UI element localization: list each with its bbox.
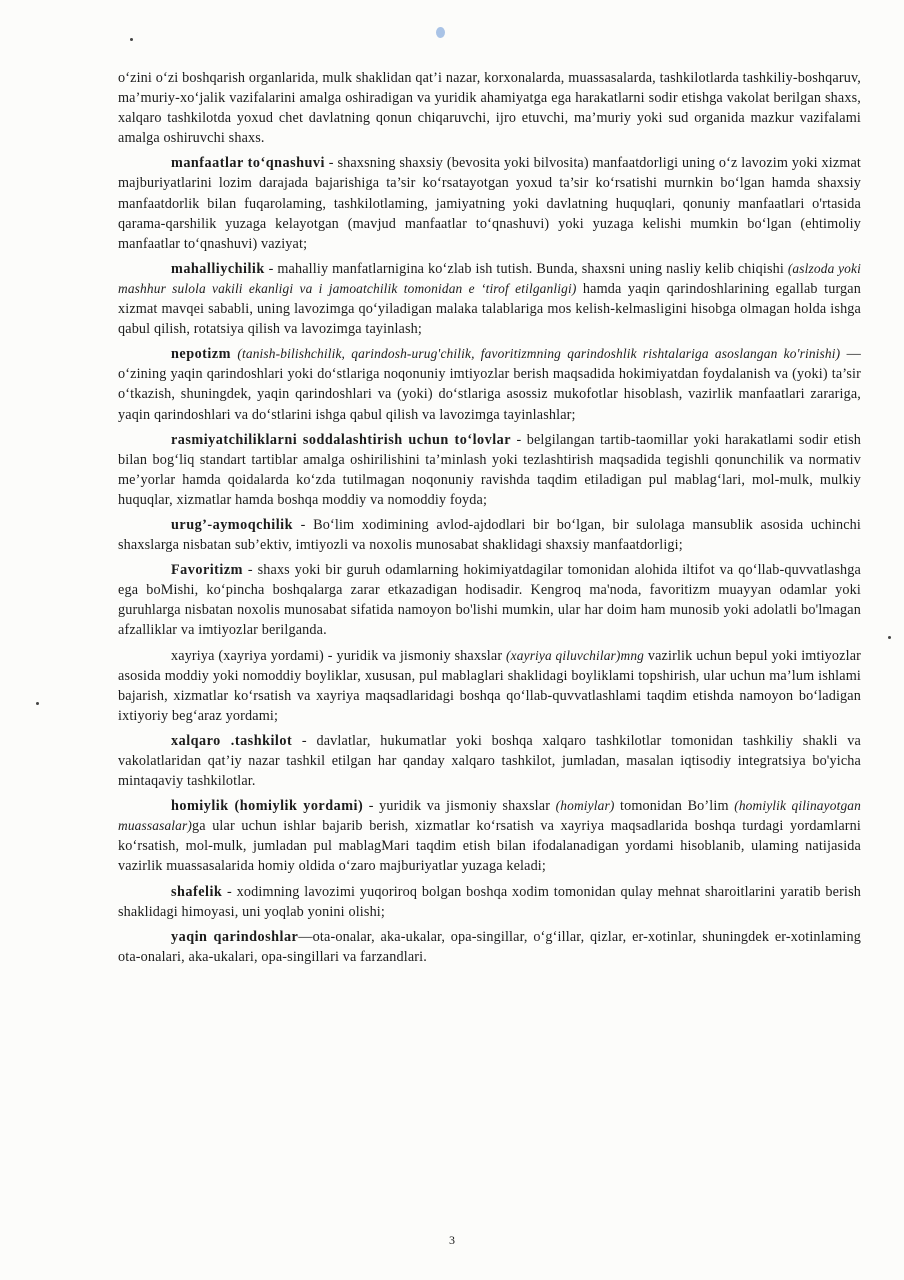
definition-italic: (aslzoda yoki mashhur sulola vakili ekanligi va i jamoatchilik tomonidan e ‘tirof etilganligi) bbox=[118, 260, 861, 296]
scan-speck bbox=[130, 38, 133, 41]
definition-text: - yuridik va jismoniy shaxslar bbox=[323, 647, 507, 664]
definition-text: - shaxs yoki bir guruh odamlarning hokimiyatdagilar tomonidan alohida iltifot va qo‘llab-quvvatlashga ega boMishi, ko‘pincha boshqalarga zarar etkazadigan hodisadir. Kengroq ma'noda, favoritizm muayyan odamlar yoki guruhlarga nisbatan noxolis munosabat sifatida namoyon bo'lishi mumkin, ular har doim ham munosib yoki adolatli bo'lmagan afzalliklar va imtiyozlar berilganda. bbox=[118, 562, 861, 639]
definition-favoritizm bbox=[118, 560, 861, 640]
definition-text: vazirlik uchun bepul yoki imtiyozlar asosida moddiy yoki nomoddiy boyliklar, xususan, pul mablaglari shaklidagi boyliklami topshirish, ular uchun ma’lum ishlami bajarish, xizmatlar ko‘rsatish va xayriya maqsadlaridagi boshqa qo‘llab-quvvatlashlami taqdim etishda namoyon bo‘ladigan ixtiyoriy beg‘araz yordami; bbox=[118, 647, 862, 724]
term: urug’-aymoqchilik bbox=[171, 516, 294, 533]
term: mahalliychilik bbox=[171, 260, 265, 277]
definition-italic: (xayriya qiluvchilar)mng bbox=[506, 647, 645, 663]
term: yaqin qarindoshlar bbox=[171, 928, 299, 945]
definition-text: tomonidan Bo’lim bbox=[614, 798, 735, 815]
definition-shafelik bbox=[118, 882, 861, 922]
term: manfaatlar to‘qnashuvi bbox=[171, 155, 325, 172]
definition-mahalliychilik bbox=[118, 259, 861, 339]
scan-speck bbox=[36, 702, 39, 705]
definition-text: - xodimning lavozimi yuqoriroq bolgan boshqa xodim tomonidan qulay mehnat sharoitlarini yaratib berish shaklidagi himoyasi, uni yoqlab yonini olishi; bbox=[118, 883, 861, 920]
scan-speck bbox=[888, 636, 891, 639]
definition-text: - belgilangan tartib-taomillar yoki harakatlami sodir etish bilan bog‘liq standart tartiblar amalga oshirilishini ta’minlash yoki tezlashtirish maqsadida tegishli qonunchilik va normativ me’yorlar hamda qoidalarda ko‘zda tutilmagan noqonuniy ravishda taqdim etiladigan pul mablag‘lari, mol-mulk, mulkiy huquqlar, xizmatlar hamda boshqa moddiy va nomoddiy foyda; bbox=[118, 431, 861, 508]
term: xayriya (xayriya yordami) bbox=[171, 647, 324, 664]
definition-text: —ota-onalar, aka-ukalar, opa-singillar, o‘g‘illar, qizlar, er-xotinlar, shuningdek er-xotinlaming ota-onalari, aka-ukalari, opa-singillari va farzandlari. bbox=[118, 928, 861, 965]
definition-text: - davlatlar, hukumatlar yoki boshqa xalqaro tashkilotlar tomonidan tashkiliy shakli va vakolatlaridan qat’iy nazar tashkil etilgan har qanday xalqaro tashkilot, jumladan, masalan iqtisodiy integratsiya bo'yicha mintaqaviy tashkilotlar. bbox=[118, 732, 861, 790]
term: Favoritizm bbox=[171, 562, 243, 579]
term: homiylik (homiylik yordami) bbox=[171, 798, 364, 815]
definition-text: - mahalliy manfatlarnigina ko‘zlab ish tutish. Bunda, shaxsni uning nasliy kelib chiqishi bbox=[264, 260, 788, 277]
definition-text: hamda yaqin qarindoshlarining egallab turgan xizmat mavqei sababli, uning lavozimga qo‘yiladigan malaka talablariga mos kelish-kelmasligini hisobga olmagan holda ishga qabul qilish, rotatsiya qilish va lavozimga tayinlash; bbox=[118, 280, 861, 338]
definition-xalqaro-tashkilot bbox=[118, 731, 861, 791]
definition-homiylik bbox=[118, 796, 861, 876]
definition-rasmiyatchilik bbox=[118, 430, 861, 510]
definition-text: - shaxsning shaxsiy (bevosita yoki bilvosita) manfaatdorligi uning o‘z lavozim yoki xizmat majburiyatlarini lozim darajada bajarishiga ta’sir ko‘rsatayotgan yoxud ta’sir ko‘rsatishi murnkin bo‘lgan hamda shaxsiy manfaatdorlik bilan fuqarolaming, tashkilotlaming, jamiyatning yoki davlatning huquqlari, qonuniy manfaatlari o'rtasida qarama-qarshilik yuzaga kelayotgan (mavjud manfaatlar to‘qnashuvi) yoki yuzaga kelishi mumkin bo‘lgan (ehtimoliy manfaatlar to‘qnashuvi) vaziyat; bbox=[118, 155, 861, 252]
definition-italic: (homiylar) bbox=[555, 798, 615, 814]
term: rasmiyatchiliklarni soddalashtirish uchun to‘lovlar bbox=[171, 431, 512, 448]
term: xalqaro .tashkilot bbox=[171, 732, 293, 749]
definition-xayriya bbox=[118, 646, 861, 726]
definition-italic: (homiylik qilinayotgan muassasalar) bbox=[118, 798, 861, 834]
definition-text: - Bo‘lim xodimining avlod-ajdodlari bir bo‘lgan, bir sulolaga mansublik asosida uchinchi shaxslarga nisbatan sub’ektiv, imtiyozli va noxolis munosabat shaklidagi shaxsiy manfaatdorligi; bbox=[118, 516, 861, 554]
term: nepotizm bbox=[171, 346, 231, 363]
definition-text: ga ular uchun ishlar bajarib berish, xizmatlar ko‘rsatish va xayriya maqsadlarida boshqa turdagi yordamlarni ko‘rsatish, mol-mulk, jumladan pul mablagMari taqdim etish bilan ifodalanadigan yordami hisoblanib, ulaming natijasida vazirlik muassasalarida homiy oldida o‘zaro majburiyatlar yuzaga keladi; bbox=[118, 818, 861, 875]
ink-mark bbox=[436, 27, 445, 38]
definition-italic: (tanish-bilishchilik, qarindosh-urug'chilik, favoritizmning qarindoshlik rishtalariga asoslangan ko'rinishi) bbox=[237, 346, 841, 362]
definition-text: — o‘zining yaqin qarindoshlari yoki do‘stlariga noqonuniy imtiyozlar berish maqsadida hokimiyatdan foydalanish va (yoki) ta’sir o‘tkazish, shuningdek, yaqin qarindoshlari va (yoki) do‘stlariga asossiz mukofotlar hisoblash, vazirlik manfaatlari zarariga, yaqin qarindoshlari va do‘stlarini ishga qabul qilish va lavozimga tayinlashlar; bbox=[118, 346, 861, 423]
definition-text: - yuridik va jismoniy shaxslar bbox=[363, 798, 556, 815]
definition-manfaatlar bbox=[118, 153, 861, 253]
term: shafelik bbox=[171, 883, 223, 900]
document-body bbox=[118, 68, 861, 972]
definition-nepotizm bbox=[118, 344, 861, 424]
intro-paragraph: o‘zini o‘zi boshqarish organlarida, mulk shaklidan qat’i nazar, korxonalarda, muassasalarda, tashkilotlarda tashkiliy-boshqaruv, ma’muriy-xo‘jalik vazifalarini amalga oshiradigan va yuridik ahamiyatga ega harakatlarni sodir etishga vakolat berilgan shaxs, xalqaro tashkilotda yoxud chet davlatning qonun chiqaruvchi, ijro etuvchi, ma’muriy yoki sud organida mazkur vazifalami amalga oshiruvchi shaxs. bbox=[118, 70, 861, 147]
definition-yaqin-qarindoshlar bbox=[118, 927, 861, 967]
definition-urug-aymoqchilik bbox=[118, 515, 861, 555]
page-number: 3 bbox=[449, 1233, 455, 1247]
